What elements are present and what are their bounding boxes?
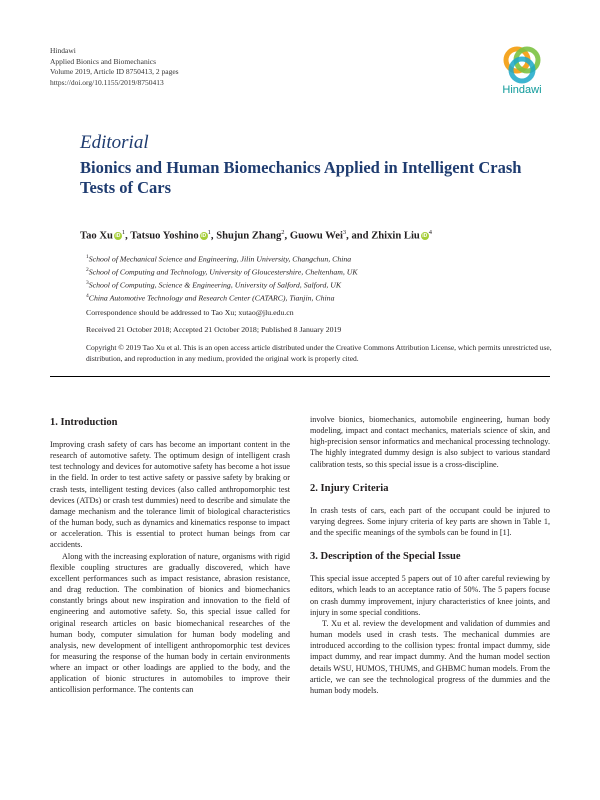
author-affiliation-number: 2 xyxy=(281,229,285,236)
correspondence: Correspondence should be addressed to Tao Xu; xutao@jlu.edu.cn xyxy=(86,308,294,317)
intro-paragraph-3: involve bionics, biomechanics, automobile engineering, human body modeling, impact and contact mechanics, materials science of skin, and high-precision sensor informatics and mechanical processing technology. The highly integrated dummy design is also subject to various standard calibration tests, so this special issue is a cross-discipline. xyxy=(310,415,550,469)
special-issue-heading: 3. Description of the Special Issue xyxy=(310,551,461,563)
affiliation-list xyxy=(86,252,358,304)
hindawi-logo xyxy=(494,44,550,106)
special-issue-paragraph-2: T. Xu et al. review the development and validation of dummies and human models used in crash tests. The mechanical dummies are introduced according to the collision types: frontal impact dummy, side impact dummy, and rear impact dummy. And the human model section details WSU, HUMOS, THUMS, and GHBMC human models. From the article, we can see the technological progress of the dummies and the human body models. xyxy=(310,618,550,695)
hindawi-logo-icon xyxy=(501,44,543,86)
special-issue-paragraph-1: This special issue accepted 5 papers out of 10 after careful reviewing by editors, which leads to an acceptance ratio of 50%. The 5 papers focuse on crash dummy improvement, injury characteristics of knee joints, and injury in some special conditions. xyxy=(310,574,550,617)
intro-paragraph-1: Improving crash safety of cars has become an important content in the research of automotive safety. The optimum design of intelligent crash test technology and devices for automotive safety has become a hot issue in the field. In order to test active safety or passive safety by braking or crash tests, intelligent testing devices (also called anthropomorphic test devices (ATDs) or crash test dummies) need to describe and simulate the damage mechanism and the tolerance limit of biological characteristics of the human body, such as dynamics and kinematics response to impact or acceleration. This is essential to protect human beings from car accidents. xyxy=(50,440,290,550)
author-affiliation-number: 4 xyxy=(428,229,433,236)
affiliation-number: 3 xyxy=(86,280,89,287)
orcid-icon[interactable]: iD xyxy=(422,233,428,240)
logo-text: Hindawi xyxy=(502,84,542,96)
header-divider xyxy=(50,376,550,377)
left-column xyxy=(50,416,290,696)
author-affiliation-number: 1 xyxy=(207,229,211,236)
injury-heading: 2. Injury Criteria xyxy=(310,482,389,494)
injury-paragraph-1: In crash tests of cars, each part of the occupant could be injured to varying degrees. Some injury criteria of key parts are shown in Table 1, and the specific meanings of the symbols can be found in [1]. xyxy=(310,505,550,538)
author-name: Zhixin Liu xyxy=(371,230,420,242)
author-list: Tao Xu $iD^1$, Tatsuo Yoshino $iD^1$, Shujun Zhang$^2$, Guowu Wei$^3$, and Zhixin Liu $iD^4$ xyxy=(80,229,433,242)
publisher-name: Hindawi xyxy=(50,46,76,55)
affiliation xyxy=(86,252,358,265)
journal-meta xyxy=(50,46,179,88)
author-affiliation-number: 1 xyxy=(121,229,126,236)
author-name: Tao Xu xyxy=(80,230,113,242)
copyright-notice: Copyright © 2019 Tao Xu et al. This is an open access article distributed under the Creative Commons Attribution License, which permits unrestricted use, distribution, and reproduction in any medium, provided the original work is properly cited. xyxy=(86,343,552,363)
affiliation-text: School of Computing, Science & Engineering, University of Salford, Salford, UK xyxy=(88,280,342,290)
author-affiliation-number: 3 xyxy=(342,229,347,236)
author-name: Shujun Zhang xyxy=(216,230,282,242)
affiliation xyxy=(86,278,358,291)
intro-paragraph-2: Along with the increasing exploration of nature, organisms with rigid flexible coupling structures are gradually discovered, which have excellent performances such as impact resistance, abrasion resistance, and drag reduction. The combination of bionics and biomechanics constantly brings about new inspiration and innovation to the field of engineering and automotive safety. So, this special issue called for original research articles on basic biomechanical researches of the human body, computer simulation for human body modeling and analysis, new development of intelligent anthropomorphic test devices for measuring the response of the human body in certain environments where an impact or other loadings are applied to the body, and the application of bionic structures in automobiles to improve their anticollision performance. The contents can xyxy=(50,551,290,695)
affiliation-text: School of Computing and Technology, University of Gloucestershire, Cheltenham, UK xyxy=(88,267,358,277)
affiliation xyxy=(86,265,358,278)
article-title: Bionics and Human Biomechanics Applied in Intelligent Crash Tests of Cars xyxy=(80,158,522,197)
right-column xyxy=(310,414,550,696)
affiliation-text: School of Mechanical Science and Engineering, Jilin University, Changchun, China xyxy=(88,254,352,264)
affiliation-text: China Automotive Technology and Research Center (CATARC), Tianjin, China xyxy=(88,293,335,303)
author-name: Guowu Wei xyxy=(289,230,343,242)
affiliation-number: 2 xyxy=(86,267,89,274)
publication-dates: Received 21 October 2018; Accepted 21 October 2018; Published 8 January 2019 xyxy=(86,325,342,334)
orcid-icon[interactable]: iD xyxy=(115,233,121,240)
intro-heading: 1. Introduction xyxy=(50,417,118,428)
volume-info: Volume 2019, Article ID 8750413, 2 pages xyxy=(50,67,179,76)
article-type: Editorial xyxy=(80,132,149,153)
affiliation xyxy=(86,291,358,304)
affiliation-number: 1 xyxy=(86,254,89,260)
doi-link[interactable]: https://doi.org/10.1155/2019/8750413 xyxy=(50,77,164,87)
affiliation-number: 4 xyxy=(86,293,89,300)
journal-name: Applied Bionics and Biomechanics xyxy=(50,56,157,66)
orcid-icon[interactable]: iD xyxy=(201,233,207,240)
author-name: Tatsuo Yoshino xyxy=(130,230,199,242)
